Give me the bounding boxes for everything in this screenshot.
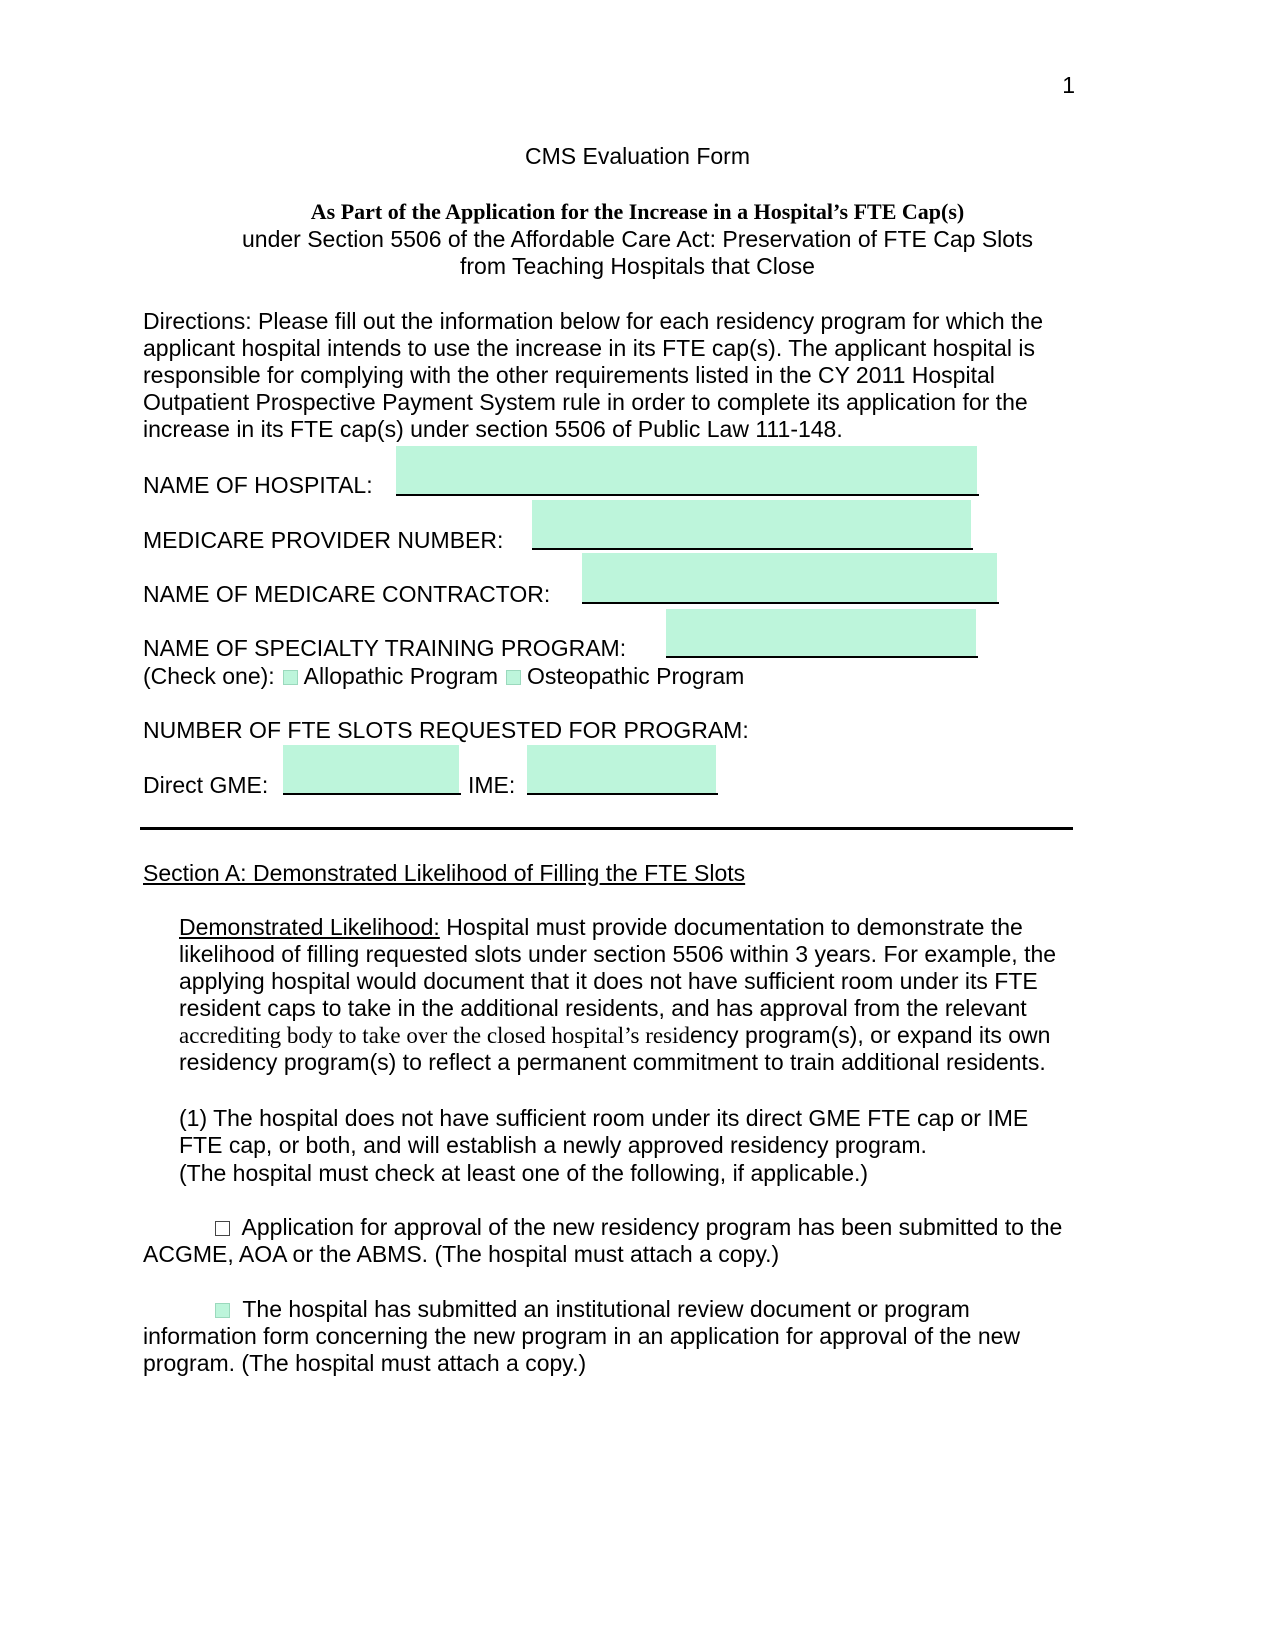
program-type-row — [143, 663, 744, 690]
likelihood-text-part2: accrediting body to take over the closed hospital’s resid — [179, 1023, 690, 1048]
direct-gme-label: Direct GME: — [143, 772, 269, 798]
specialty-program-underline — [666, 656, 978, 658]
direct-gme-underline — [283, 793, 461, 795]
hospital-name-underline — [396, 494, 979, 496]
contractor-name-field[interactable] — [582, 553, 997, 604]
option-2-text: The hospital has submitted an institutional review document or program information form concerning the new program in an application for approval of the new program. (The hospital must attach a copy.) — [143, 1296, 1021, 1376]
specialty-program-field[interactable] — [666, 609, 976, 658]
ime-label: IME: — [468, 772, 516, 798]
contractor-name-label: NAME OF MEDICARE CONTRACTOR: — [143, 581, 551, 607]
hospital-name-field[interactable] — [396, 446, 977, 496]
contractor-name-underline — [582, 602, 999, 604]
page-number: 1 — [1062, 72, 1075, 98]
option-1-text: Application for approval of the new residency program has been submitted to the ACGME, AOA or the ABMS. (The hospital must attach a copy.) — [143, 1214, 1063, 1267]
allopathic-checkbox[interactable] — [283, 670, 298, 685]
section-divider — [140, 827, 1073, 830]
section-a-heading: Section A: Demonstrated Likelihood of Filling the FTE Slots — [143, 860, 746, 886]
check-one-label: (Check one): — [143, 663, 275, 689]
item-1-note: (The hospital must check at least one of the following, if applicable.) — [179, 1160, 869, 1186]
allopathic-label: Allopathic Program — [303, 663, 498, 689]
item-1-text: (1) The hospital does not have sufficient room under its direct GME FTE cap or IME FTE cap, or both, and will establish a newly approved residency program. — [179, 1105, 1029, 1158]
hospital-name-label: NAME OF HOSPITAL: — [143, 472, 373, 498]
demonstrated-likelihood-paragraph — [179, 914, 1059, 1076]
likelihood-text-part3: ency program(s), or expand its own residency program(s) to reflect a permanent commitment to train additional residents. — [179, 1022, 1051, 1075]
form-subtitle-line2: under Section 5506 of the Affordable Care Act: Preservation of FTE Cap Slots — [242, 226, 1033, 252]
directions-paragraph: Directions: Please fill out the information below for each residency program for which the applicant hospital intends to use the increase in its FTE cap(s). The applicant hospital is responsible for complying with the other requirements listed in the CY 2011 Hospital Outpatient Prospective Payment System rule in order to complete its application for the increase in its FTE cap(s) under section 5506 of Public Law 111-148. — [143, 308, 1043, 442]
osteopathic-label: Osteopathic Program — [526, 663, 745, 689]
likelihood-text-part1: Hospital must provide documentation to demonstrate the likelihood of filling requested slots under section 5506 within 3 years. For example, the applying hospital would document that it does not have sufficient room under its FTE resident caps to take in the additional residents, and has approval from the relevant — [179, 914, 1057, 1021]
osteopathic-checkbox[interactable] — [506, 670, 521, 685]
option-1-row — [143, 1214, 1063, 1268]
ime-underline — [527, 793, 718, 795]
specialty-program-label: NAME OF SPECIALTY TRAINING PROGRAM: — [143, 635, 627, 661]
form-subtitle-line3: from Teaching Hospitals that Close — [460, 253, 815, 279]
fte-slots-label: NUMBER OF FTE SLOTS REQUESTED FOR PROGRAM: — [143, 717, 749, 743]
provider-number-underline — [532, 548, 973, 550]
option-2-checkbox[interactable] — [215, 1303, 230, 1318]
direct-gme-field[interactable] — [283, 745, 459, 795]
ime-field[interactable] — [527, 745, 716, 795]
form-subtitle-bold: As Part of the Application for the Increase in a Hospital’s FTE Cap(s) — [310, 199, 965, 224]
demonstrated-likelihood-label: Demonstrated Likelihood: — [179, 914, 440, 940]
option-2-row — [143, 1296, 1063, 1377]
provider-number-field[interactable] — [532, 500, 971, 550]
form-title: CMS Evaluation Form — [525, 143, 750, 169]
provider-number-label: MEDICARE PROVIDER NUMBER: — [143, 527, 504, 553]
option-1-checkbox[interactable] — [215, 1221, 230, 1236]
